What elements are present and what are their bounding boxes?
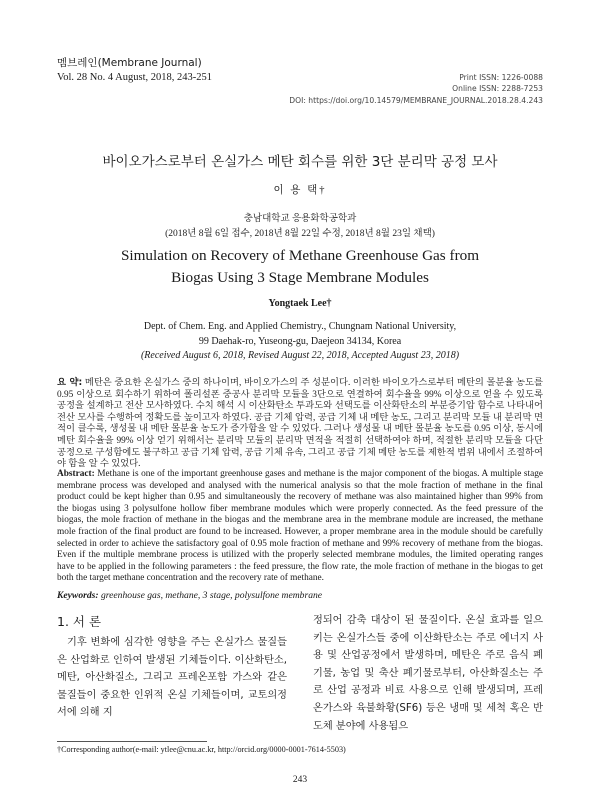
english-title-line-1: Simulation on Recovery of Methane Greenhouse Gas from [120,247,480,264]
affiliation-line-2: 99 Daehak-ro, Yuseong-gu, Daejeon 34134, Korea [198,335,402,347]
section-heading-introduction: 1. 서 론 [57,614,102,629]
issn-block [289,72,543,106]
keywords-label: Keywords: [57,590,99,601]
journal-name: 멤브레인(Membrane Journal) [57,57,202,69]
english-affiliation [0,320,600,364]
english-title-line-2: Biogas Using 3 Stage Membrane Modules [171,269,429,286]
affiliation-line-1: Dept. of Chem. Eng. and Applied Chemistry., Chungnam National University, [143,321,457,332]
body-column-left: 기후 변화에 심각한 영향을 주는 온실가스 물질들은 산업화로 인하여 발생된 기체들이다. 이산화탄소, 메탄, 아산화질소, 그리고 프레온포함 가스와 같은 물질들이 중요한 인위적 온실 기체들이며, 교토의정서에 의해 지 [57,637,287,719]
korean-dates: (2018년 8월 6일 접수, 2018년 8월 22일 수정, 2018년 8월 23일 채택) [165,229,435,239]
doi-link[interactable]: DOI: https://doi.org/10.14579/MEMBRANE_JOURNAL.2018.28.4.243 [289,95,543,105]
korean-author: 이 용 택† [273,185,327,196]
english-abstract [57,469,543,585]
korean-title: 바이오가스로부터 온실가스 메탄 회수를 위한 3단 분리막 공정 모사 [102,154,498,170]
print-issn: Print ISSN: 1226-0088 [459,73,543,82]
footnote-divider [57,741,207,742]
english-abstract-text: Methane is one of the important greenhouse gases and methane is the major component of the biogas. A multiple stage membrane process was developed and analysed with the numerical analysis so that the mole fraction of methane in the final product could be kept higher than 0.95 and simultaneously the recovery of methane was also maintained higher than 99% from the biogas using 3 polysulfone hollow fiber membrane modules which were properly connected. As the feed pressure of the biogas, the mole fraction of methane in the biogas and the membrane area in the membrane module are increased, the methane mole fraction of the final product are found to be increased. However, a proper membrane area in the module should be carefully selected in order to achieve the satisfactory goal of 0.95 mole fraction of methane and 99% recovery of methane from the biogas. Even if the multiple membrane process is utilized with the properly selected membrane modules, the limited operating ranges have to be applied in the following parameters : the feed pressure, the flow rate, the mole fraction of methane in the biogas to get both the target methane concentration and the recovery rate of methane. [57,469,543,584]
korean-abstract-label: 요 약: [57,377,83,388]
korean-affiliation: 충남대학교 응용화학공학과 [243,214,357,224]
online-issn: Online ISSN: 2288-7253 [452,84,543,94]
page-number: 243 [292,775,308,785]
keywords [57,590,322,601]
english-abstract-label: Abstract: [57,469,95,479]
corresponding-author-footnote: †Corresponding author(e-mail: ytlee@cnu.ac.kr, http://orcid.org/0000-0001-7614-5503) [57,745,346,754]
journal-volume-info: Vol. 28 No. 4 August, 2018, 243-251 [57,72,212,83]
keywords-text: greenhouse gas, methane, 3 stage, polysulfone membrane [100,590,323,601]
body-column-right: 정되어 감축 대상이 된 물질이다. 온실 효과를 일으키는 온실가스들 중에 이산화탄소는 주로 에너지 사용 및 산업공정에서 발생하며, 메탄은 주로 음식 폐기물, 농업 및 축산 폐기물로부터, 아산화질소는 주로 산업 공정과 비료 사용으로 인해 발생되며, 프레온가스와 육불화황(SF6) 등은 냉매 및 세척 혹은 반도체 분야에 사용됨으 [313,615,543,732]
english-title [0,245,600,289]
english-author: Yongtaek Lee† [268,298,332,309]
received-dates: (Received August 6, 2018, Revised August 22, 2018, Accepted August 23, 2018) [140,350,460,362]
korean-abstract-text: 메탄은 중요한 온실가스 중의 하나이며, 바이오가스의 주 성분이다. 이러한 바이오가스로부터 메탄의 몰분율 농도를 0.95 이상으로 회수하기 위하여 폴리설폰 중공사 분리막 모듈을 3단으로 연결하여 회수율을 99% 이상으로 얻을 수 있도록 공정을 설계하고 전산 모사하였다. 수치 해석 시 이산화탄소 투과도와 선택도를 이산화탄소의 부분증기압 함수로 나타내어 전산 모사를 수행하여 정확도를 높이고자 하였다. 공급 기체 압력, 공급 기체 내 메탄 농도, 그리고 분리막 모듈 내 분리막 면적이 클수록, 생성물 내 메탄 몰분율 농도가 증가함을 알 수 있었다. 그러나 생성물 내 메탄 몰분율 농도를 0.95 이상, 동시에 메탄 회수율을 99% 이상 얻기 위해서는 분리막 모듈의 분리막 면적을 적절히 선택하여야 하며, 적절한 분리막 모듈을 다단 공정으로 구성함에도 불구하고 공급 기체 압력, 공급 기체 유속, 그리고 공급 기체 메탄 농도를 제한적 범위 내에서 조절하여야 함을 알 수 있었다. [57,378,544,470]
korean-abstract [57,377,543,471]
